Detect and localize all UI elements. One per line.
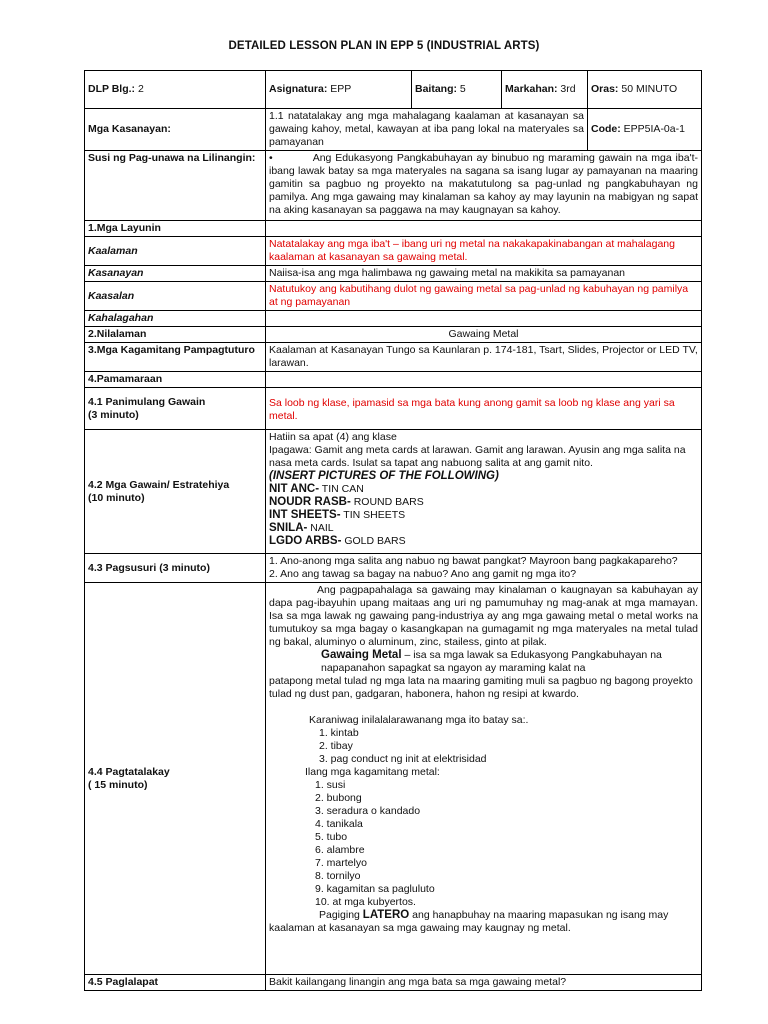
jumbled-answer: ROUND BARS xyxy=(350,496,424,508)
subject-value: EPP xyxy=(327,83,352,95)
header-row xyxy=(85,71,702,109)
subject-cell xyxy=(266,71,412,109)
skills-text: 1.1 natatalakay ang mga mahalagang kaalaman at kasanayan sa gawaing kahoy, metal, kawayan at iba pang lokal na materyales sa pamayanan xyxy=(266,109,588,151)
knowledge-text: Natatalakay ang mga iba't – ibang uri ng metal na nakakapakinabangan at mahalagang kaalaman at kasanayan sa gawaing metal. xyxy=(266,237,702,266)
discussion-row xyxy=(85,583,702,975)
activity-label-cell xyxy=(85,430,266,554)
content-text: Gawaing Metal xyxy=(266,327,702,343)
skill-text: Naiisa-isa ang mga halimbawa ng gawaing metal na makikita sa pamayanan xyxy=(266,266,702,282)
tool-item: 2. bubong xyxy=(315,792,362,804)
tools-intro: Ilang mga kagamitang metal: xyxy=(305,766,440,778)
materials-text: Kaalaman at Kasanayan Tungo sa Kaunlaran p. 174-181, Tsart, Slides, Projector or LED TV, larawan. xyxy=(266,343,702,372)
dlp-value: 2 xyxy=(135,83,144,95)
skill-row xyxy=(85,266,702,282)
application-label: 4.5 Paglalapat xyxy=(85,975,266,991)
understanding-label: Susi ng Pag-unawa na Lilinangin: xyxy=(85,151,266,221)
procedure-row xyxy=(85,372,702,388)
jumbled-word: NOUDR RASB- xyxy=(269,496,351,508)
jumbled-answer: TIN SHEETS xyxy=(340,509,406,521)
tool-item: 9. kagamitan sa pagluluto xyxy=(315,883,435,895)
property-item: 3. pag conduct ng init at elektrisidad xyxy=(319,753,487,765)
understanding-bullet: • xyxy=(269,152,273,164)
knowledge-row xyxy=(85,237,702,266)
procedure-label: 4.Pamamaraan xyxy=(85,372,266,388)
classify-intro: Karaniwag inilalalarawanang mga ito batay sa:. xyxy=(309,714,529,726)
discussion-def-line xyxy=(269,649,698,675)
career-pre: Pagiging xyxy=(319,909,363,921)
content-label: 2.Nilalaman xyxy=(85,327,266,343)
discussion-line2: patapong metal tulad ng mga lata na maaring gamiting muli sa pagbuo ng bagong proyekto xyxy=(269,675,693,687)
discussion-term: Gawaing Metal xyxy=(321,649,402,661)
discussion-label: 4.4 Pagtatalakay xyxy=(88,765,170,778)
analysis-q1: 1. Ano-anong mga salita ang nabuo ng bawat pangkat? Mayroon bang pagkakapareho? xyxy=(269,555,678,567)
lesson-plan-table xyxy=(84,70,702,991)
materials-row xyxy=(85,343,702,372)
code-value: EPP5IA-0a-1 xyxy=(620,123,685,135)
skills-row xyxy=(85,109,702,151)
grade-value: 5 xyxy=(457,83,466,95)
grade-cell xyxy=(412,71,502,109)
intro-text: Sa loob ng klase, ipamasid sa mga bata kung anong gamit sa loob ng klase ang yari sa metal. xyxy=(266,388,702,430)
tool-item: 6. alambre xyxy=(315,844,365,856)
content-row xyxy=(85,327,702,343)
tool-item: 10. at mga kubyertos. xyxy=(315,896,416,908)
values-row xyxy=(85,311,702,327)
discussion-para1: Ang pagpapahalaga sa gawaing may kinalaman o kaugnayan sa kabuhayan ay dapa pag-ibayuhin upang maitaas ang uri ng pamumuhay ng mag-anak at mga mamayan. Isa sa mga lawak ng gawaing pang-industriya ay ang mga gawaing metal o metal works na tumutukoy sa mga bagay o kasangkapan na gumagamit ng mga materyales na metal tulad ng bakal, aluminyo o aluminum, zinc, stailess, ginto at pilak. xyxy=(269,584,698,648)
discussion-line3: tulad ng dust pan, gadgaran, habonera, hahon ng resipi at kwardo. xyxy=(269,688,579,700)
time-value: 50 MINUTO xyxy=(618,83,678,95)
time-label: Oras: xyxy=(591,83,619,95)
grade-label: Baitang: xyxy=(415,83,457,95)
discussion-def: – isa sa mga lawak sa Edukasyong Pangkabuhayan na napapanahon sapagkat sa ngayon ay maraming kalat na xyxy=(321,649,662,674)
attitude-label: Kaasalan xyxy=(85,282,266,311)
jumbled-answer: NAIL xyxy=(307,522,334,534)
quarter-cell xyxy=(502,71,588,109)
analysis-cell xyxy=(266,554,702,583)
spacer xyxy=(269,701,698,714)
tool-item: 7. martelyo xyxy=(315,857,367,869)
skills-label: Mga Kasanayan: xyxy=(85,109,266,151)
jumbled-item xyxy=(269,496,698,509)
objectives-empty xyxy=(266,221,702,237)
materials-label: 3.Mga Kagamitang Pampagtuturo xyxy=(85,343,266,372)
values-text xyxy=(266,311,702,327)
tool-item: 4. tanikala xyxy=(315,818,363,830)
dlp-label: DLP Blg.: xyxy=(88,83,136,95)
attitude-text: Natutukoy ang kabutihang dulot ng gawaing metal sa pag-unlad ng kabuhayan ng pamilya at ng pamayanan xyxy=(266,282,702,311)
jumbled-item xyxy=(269,535,698,548)
objectives-row xyxy=(85,221,702,237)
tool-item: 5. tubo xyxy=(315,831,348,843)
jumbled-item xyxy=(269,483,698,496)
attitude-row xyxy=(85,282,702,311)
understanding-text: Ang Edukasyong Pangkabuhayan ay binubuo ng maraming gawain na mga iba't-ibang lawak batay sa mga materyales na sagana sa isang lugar ay pamayanan na maaring gamitin sa pagbuo ng proyekto na makatutulong sa pag-unlad ng pangkabuhayan ng pamilya. Ang mga gawaing may kinalaman sa kahoy ay may layunin na mabigyan ng sapat na aking kasanayan sa paggawa na may kaugnayan sa kahoy. xyxy=(269,152,698,216)
jumbled-word: INT SHEETS- xyxy=(269,509,341,521)
application-row xyxy=(85,975,702,991)
jumbled-item xyxy=(269,522,698,535)
activity-cell xyxy=(266,430,702,554)
subject-label: Asignatura: xyxy=(269,83,328,95)
property-item: 2. tibay xyxy=(319,740,353,752)
jumbled-word: SNILA- xyxy=(269,522,308,534)
quarter-label: Markahan: xyxy=(505,83,558,95)
objectives-label: 1.Mga Layunin xyxy=(85,221,266,237)
intro-row xyxy=(85,388,702,430)
jumbled-word: LGDO ARBS- xyxy=(269,535,342,547)
activity-time: (10 minuto) xyxy=(88,491,145,504)
skill-label: Kasanayan xyxy=(85,266,266,282)
career-line xyxy=(269,909,698,935)
jumbled-answer: GOLD BARS xyxy=(341,535,406,547)
code-cell xyxy=(588,109,702,151)
activity-label: 4.2 Mga Gawain/ Estratehiya xyxy=(88,478,230,491)
property-item: 1. kintab xyxy=(319,727,359,739)
tool-item: 8. tornilyo xyxy=(315,870,361,882)
intro-label-cell xyxy=(85,388,266,430)
discussion-label-cell xyxy=(85,583,266,975)
understanding-cell xyxy=(266,151,702,221)
tool-item: 1. susi xyxy=(315,779,346,791)
tool-item: 3. seradura o kandado xyxy=(315,805,421,817)
insert-note: (INSERT PICTURES OF THE FOLLOWING) xyxy=(269,470,499,482)
activity-line-1: Hatiin sa apat (4) ang klase xyxy=(269,431,397,443)
intro-time: (3 minuto) xyxy=(88,408,139,421)
quarter-value: 3rd xyxy=(557,83,576,95)
dlp-cell xyxy=(85,71,266,109)
discussion-cell xyxy=(266,583,702,975)
activity-row xyxy=(85,430,702,554)
knowledge-label: Kaalaman xyxy=(85,237,266,266)
code-label: Code: xyxy=(591,123,621,135)
jumbled-answer: TIN CAN xyxy=(319,483,364,495)
understanding-row xyxy=(85,151,702,221)
jumbled-word: NIT ANC- xyxy=(269,483,320,495)
analysis-q2: 2. Ano ang tawag sa bagay na nabuo? Ano ang gamit ng mga ito? xyxy=(269,568,577,580)
jumbled-item xyxy=(269,509,698,522)
analysis-row xyxy=(85,554,702,583)
analysis-label: 4.3 Pagsusuri (3 minuto) xyxy=(85,554,266,583)
page-title: DETAILED LESSON PLAN IN EPP 5 (INDUSTRIAL ARTS) xyxy=(228,40,540,52)
intro-label: 4.1 Panimulang Gawain xyxy=(88,395,206,408)
procedure-empty xyxy=(266,372,702,388)
time-cell xyxy=(588,71,702,109)
values-label: Kahalagahan xyxy=(85,311,266,327)
application-text: Bakit kailangang linangin ang mga bata sa mga gawaing metal? xyxy=(266,975,702,991)
activity-line-2: Ipagawa: Gamit ang meta cards at larawan. Gamit ang larawan. Ayusin ang mga salita na nasa meta cards. Isulat sa tapat ang nabuong salita at ang gamit nito. xyxy=(269,444,686,469)
discussion-time: ( 15 minuto) xyxy=(88,778,148,791)
career-term: LATERO xyxy=(362,909,410,921)
career-post: ang hanapbuhay na maaring mapasukan ng isang may kaalaman at kasanayan sa mga gawaing may kaugnay ng metal. xyxy=(269,909,669,934)
